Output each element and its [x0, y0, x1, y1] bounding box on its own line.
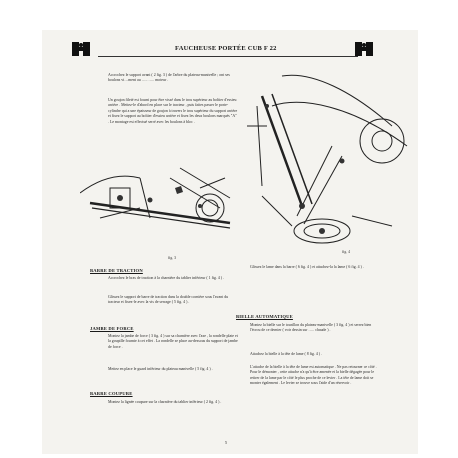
bielle-para-3: L'attache de la bielle à la tête de lame est automatique . Ne pas retourner ce côté . Pour le démonter , cette attache n'a qu'à être amenée et la bielle dégagée pour le retirer de la lame par le côté le plus proche de ce levier . La tête de lame doit se monter également . Le levier se trouve sous l'aide d'un réservoir . [250, 365, 377, 386]
force-para-1: Montez la jambe de force ( 3 fig. 4 ) sur sa charnière avec l'axe , la rondelle plate et la goupille fournie à cet effet . La rondelle se place au-dessous du support de jambe de force . [108, 334, 238, 349]
page-number: 5 [225, 440, 227, 445]
bielle-para-1: Montez la bielle sur le tourillon du plateau-manivelle ( 3 fig. 4 ) et serrez bien l'écrou de ce dernier ( voir dessin sur ….. chaude ) . [250, 323, 372, 333]
section-heading-barre-coupure: BARRE COUPURE [90, 391, 133, 396]
figure-3-illustration [80, 148, 240, 246]
force-para-2: Mettez en place le guard inférieur du plateau manivelle ( 5 fig. 4 ) . [108, 367, 213, 371]
section-heading-jambe-force: JAMBE DE FORCE [90, 326, 134, 331]
bielle-para-2: Attachez la bielle à la tête de lame ( 8 fig. 4 ) . [250, 352, 323, 356]
figure-4-illustration [242, 66, 412, 256]
header-rule [98, 56, 358, 57]
figure-3-caption: fig. 3 [168, 256, 177, 260]
traction-para-1: Accrochez le bras de traction à la charnière du tablier inférieur ( 1 fig. 4 ) . [108, 276, 225, 280]
coupure-para: Montez la lignée coupure sur la charnière du tablier inférieur ( 2 fig. 4 ) . [108, 400, 222, 404]
page-header-title: FAUCHEUSE PORTÉE CUB F 22 [175, 45, 277, 52]
ih-logo-right [355, 42, 373, 56]
figure-4-caption: fig. 4 [342, 250, 351, 254]
left-para-2: Un goujon fileté est fourni pour être vissé dans le trou supérieur au boîtier d'essieu arrière . Mettez-le d'abord en place sur le tracteur , puis faites passer le porte-cylindre qui a une épaisseur de goujon à travers le trou supérieur du support arrière et fixez le support au boîtier d'essieu arrière et fixez les deux boulons marqués "A" . Le montage est effectué serré avec les boulons à bloc . [108, 98, 238, 124]
right-para-1: Glissez le lame dans la barre ( 6 fig. 4 ) et attachez-la la lame ( 6 fig. 4 ) . [250, 265, 364, 269]
ih-logo-left [72, 42, 90, 56]
left-para-1: Accrochez le support avant ( 2 fig. 3 ) de l'arbre du plateau-manivelle ; ont ses boulons vi…ment au ….. ….. moteur . [108, 73, 230, 83]
section-heading-barre-traction: BARRE DE TRACTION [90, 268, 143, 273]
section-heading-bielle-automatique: BIELLE AUTOMATIQUE [236, 314, 293, 319]
traction-para-2: Glissez le support de barre de traction dans la double cornière sous l'avant du tracteur et fixez-le avec la vis de serrage ( 5 fig. 4 ) . [108, 295, 229, 305]
